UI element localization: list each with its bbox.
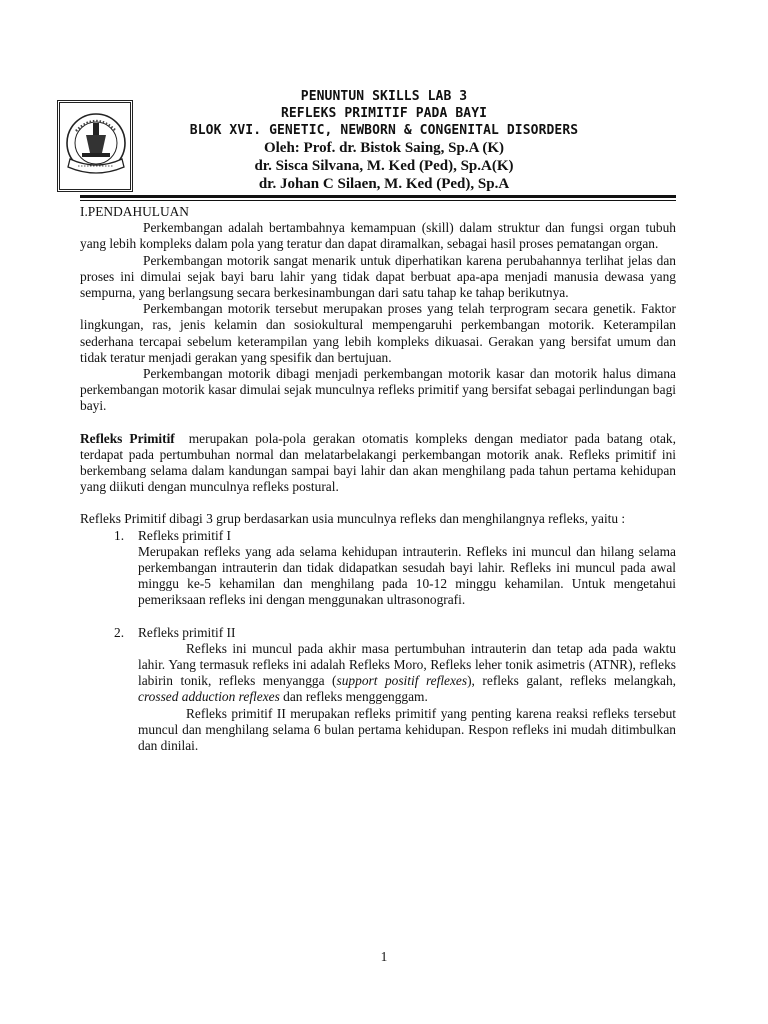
list-item-number: 1. — [114, 527, 125, 543]
university-seal-icon — [64, 109, 128, 185]
paragraph-refleks-primitif-text: merupakan pola-pola gerakan otomatis kompleks dengan mediator pada batang otak, terdapat pada pertumbuhan normal dan melatarbelakangi perkembangan motorik anak. Refleks primitif ini berkembang selama dalam kandungan sampai bayi lahir dan akan menghilang pada tahun pertama kehidupan yang diikuti dengan munculnya refleks postural. — [80, 430, 680, 495]
document-body — [80, 204, 680, 754]
section-title: I.PENDAHULUAN — [80, 204, 189, 219]
header-author-1: Oleh: Prof. dr. Bistok Saing, Sp.A (K) — [263, 140, 505, 156]
list-item-text: Merupakan refleks yang ada selama kehidupan intrauterin. Refleks ini muncul dan hilang selama perkembangan intrauterin dan tidak didapatkan sesudah bayi lahir. Refleks ini muncul pada awal minggu ke-5 kehamilan dan menghilang pada 10-12 minggu kehamilan. Untuk mengetahui pemeriksaan refleks ini dengan menggunakan ultrasonografi. — [138, 543, 676, 608]
paragraph-3: Perkembangan motorik tersebut merupakan proses yang telah terprogram secara genetik. Faktor lingkungan, ras, jenis kelamin dan sosiokultural mempengaruhi perkembangan motorik. Keterampilan sederhana tercapai sebelum keterampilan yang lebih kompleks dikuasai. Gerakan yang bersifat umum dan tidak teratur menjadi gerakan yang spesifik dan bertujuan. — [80, 301, 676, 365]
paragraph-refleks-primitif — [80, 430, 680, 496]
list-item-text: Refleks ini muncul pada akhir masa pertumbuhan intrauterin dan tetap ada pada waktu lahir. Yang termasuk refleks ini adalah Refleks Moro, Refleks leher tonik asimetris (ATNR), refleks labirin tonik, refleks menyangga (support positif reflexes), refleks galant, refleks melangkah, crossed adduction reflexes dan refleks menggenggam. — [138, 640, 676, 705]
header-author-3: dr. Johan C Silaen, M. Ked (Ped), Sp.A — [258, 176, 510, 192]
paragraph-1: Perkembangan adalah bertambahnya kemampuan (skill) dalam struktur dan fungsi organ tubuh yang lebih kompleks dalam pola yang teratur dan dapat diramalkan, sebagai hasil proses pematangan organ. — [80, 220, 676, 252]
header-author-2: dr. Sisca Silvana, M. Ked (Ped), Sp.A(K) — [254, 158, 514, 174]
document-header — [135, 88, 633, 193]
header-subtitle: REFLEKS PRIMITIF PADA BAYI — [280, 106, 488, 121]
list-item — [80, 625, 676, 755]
reflex-group-list — [80, 528, 676, 755]
university-logo — [57, 100, 133, 192]
list-item-title: Refleks primitif I — [138, 527, 231, 543]
paragraph-groups: Refleks Primitif dibagi 3 grup berdasarkan usia munculnya refleks dan menghilangnya refleks, yaitu : — [80, 511, 626, 527]
paragraph-4: Perkembangan motorik dibagi menjadi perkembangan motorik kasar dan motorik halus dimana perkembangan motorik kasar dimulai sejak munculnya refleks primitif yang bersifat sebagai perlindungan bagi bayi. — [80, 366, 676, 414]
list-item — [80, 528, 676, 609]
list-item-text-2: Refleks primitif II merupakan refleks primitif yang penting karena reaksi refleks tersebut muncul dan menghilang selama 6 bulan pertama kehidupan. Respon refleks ini mudah ditimbulkan dan dinilai. — [138, 705, 676, 754]
header-title: PENUNTUN SKILLS LAB 3 — [300, 89, 468, 104]
header-rule-thick — [80, 195, 676, 198]
term-refleks-primitif: Refleks Primitif — [80, 430, 175, 446]
page-number: 1 — [380, 949, 388, 964]
list-item-number: 2. — [114, 624, 125, 640]
header-block: BLOK XVI. GENETIC, NEWBORN & CONGENITAL DISORDERS — [189, 123, 579, 138]
header-rule-thin — [80, 200, 676, 201]
paragraph-2: Perkembangan motorik sangat menarik untuk diperhatikan karena perubahannya terlihat jelas dan proses ini dimulai sejak bayi baru lahir yang tidak dapat berbuat apa-apa menjadi manusia dewasa yang sempurna, yang berlangsung secara berkesinambungan dari satu tahap ke tahap berikutnya. — [80, 252, 676, 301]
list-item-title: Refleks primitif II — [138, 624, 236, 640]
